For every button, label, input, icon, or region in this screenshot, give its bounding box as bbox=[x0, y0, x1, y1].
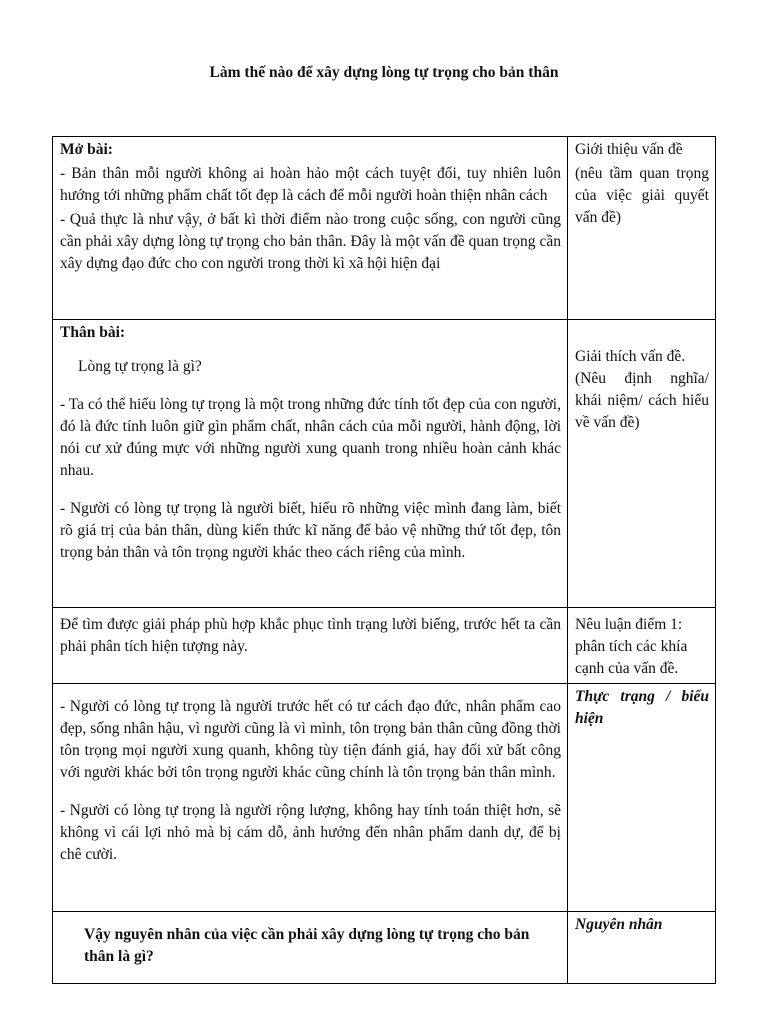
content-cell bbox=[53, 320, 568, 608]
document-title: Làm thế nào để xây dựng lòng tự trọng cho bản thân bbox=[209, 64, 559, 81]
question: Lòng tự trọng là gì? bbox=[78, 358, 202, 375]
section-heading: Mở bài: bbox=[60, 141, 113, 158]
note-cell bbox=[568, 320, 716, 608]
note-title: Nguyên nhân bbox=[575, 916, 663, 933]
content-cell bbox=[53, 912, 568, 984]
paragraph: - Bản thân mỗi người không ai hoàn hảo một cách tuyệt đối, tuy nhiên luôn hướng tới những phẩm chất tốt đẹp là cách để mỗi người hoàn thiện nhân cách bbox=[60, 165, 561, 204]
note-cell bbox=[568, 608, 716, 684]
paragraph: - Người có lòng tự trọng là người trước hết có tư cách đạo đức, nhân phẩm cao đẹp, sống nhân hậu, vì người cũng là vì mình, tôn trọng bản thân cũng đồng thời tôn trọng mọi người xung quanh, không tùy tiện đánh giá, hay đối xử bất công với người khác bởi tôn trọng người khác cũng chính là tôn trọng bản thân mình. bbox=[60, 698, 561, 781]
table-row bbox=[53, 912, 716, 984]
paragraph: - Ta có thể hiểu lòng tự trọng là một trong những đức tính tốt đẹp của con người, đó là đức tính luôn giữ gìn phẩm chất, nhân cách của mỗi người, hành động, lời nói cư xử đúng mực với những người xung quanh trong nhiều hoàn cảnh khác nhau. bbox=[60, 396, 561, 479]
table-row bbox=[53, 137, 716, 320]
section-heading: Thân bài: bbox=[60, 324, 126, 341]
paragraph: Để tìm được giải pháp phù hợp khắc phục tình trạng lười biếng, trước hết ta cần phải phân tích hiện tượng này. bbox=[60, 616, 561, 655]
note-cell bbox=[568, 912, 716, 984]
essay-outline-table bbox=[52, 136, 716, 984]
note-cell bbox=[568, 684, 716, 912]
table-row bbox=[53, 684, 716, 912]
note-title: Giải thích vấn đề. bbox=[575, 348, 686, 365]
content-cell bbox=[53, 684, 568, 912]
conclusion-question: Vậy nguyên nhân của việc cần phải xây dựng lòng tự trọng cho bản thân là gì? bbox=[84, 926, 530, 965]
note-title: Giới thiệu vấn đề bbox=[575, 141, 683, 158]
note-title: Thực trạng / biểu hiện bbox=[575, 688, 709, 727]
note-title: Nêu luận điểm 1: phân tích các khía cạnh của vấn đề. bbox=[575, 616, 688, 677]
content-cell bbox=[53, 608, 568, 684]
note-text: (Nêu định nghĩa/ khái niệm/ cách hiểu về vấn đề) bbox=[575, 370, 709, 431]
table-row bbox=[53, 608, 716, 684]
table-row bbox=[53, 320, 716, 608]
content-cell bbox=[53, 137, 568, 320]
paragraph: - Quả thực là như vậy, ở bất kì thời điểm nào trong cuộc sống, con người cũng cần phải xây dựng lòng tự trọng cho bản thân. Đây là một vấn đề quan trọng cần xây dựng đạo đức cho con người trong thời kì xã hội hiện đại bbox=[60, 211, 561, 272]
paragraph: - Người có lòng tự trọng là người biết, hiểu rõ những việc mình đang làm, biết rõ giá trị của bản thân, dùng kiến thức kĩ năng để bảo vệ những thứ tốt đẹp, tôn trọng bản thân và tôn trọng người khác theo cách riêng của mình. bbox=[60, 500, 561, 561]
note-cell bbox=[568, 137, 716, 320]
note-text: (nêu tầm quan trọng của việc giải quyết vấn đề) bbox=[575, 165, 709, 226]
paragraph: - Người có lòng tự trọng là người rộng lượng, không hay tính toán thiệt hơn, sẽ không vì cái lợi nhỏ mà bị cám dỗ, ảnh hưởng đến nhân phẩm danh dự, để bị chê cười. bbox=[60, 802, 561, 863]
